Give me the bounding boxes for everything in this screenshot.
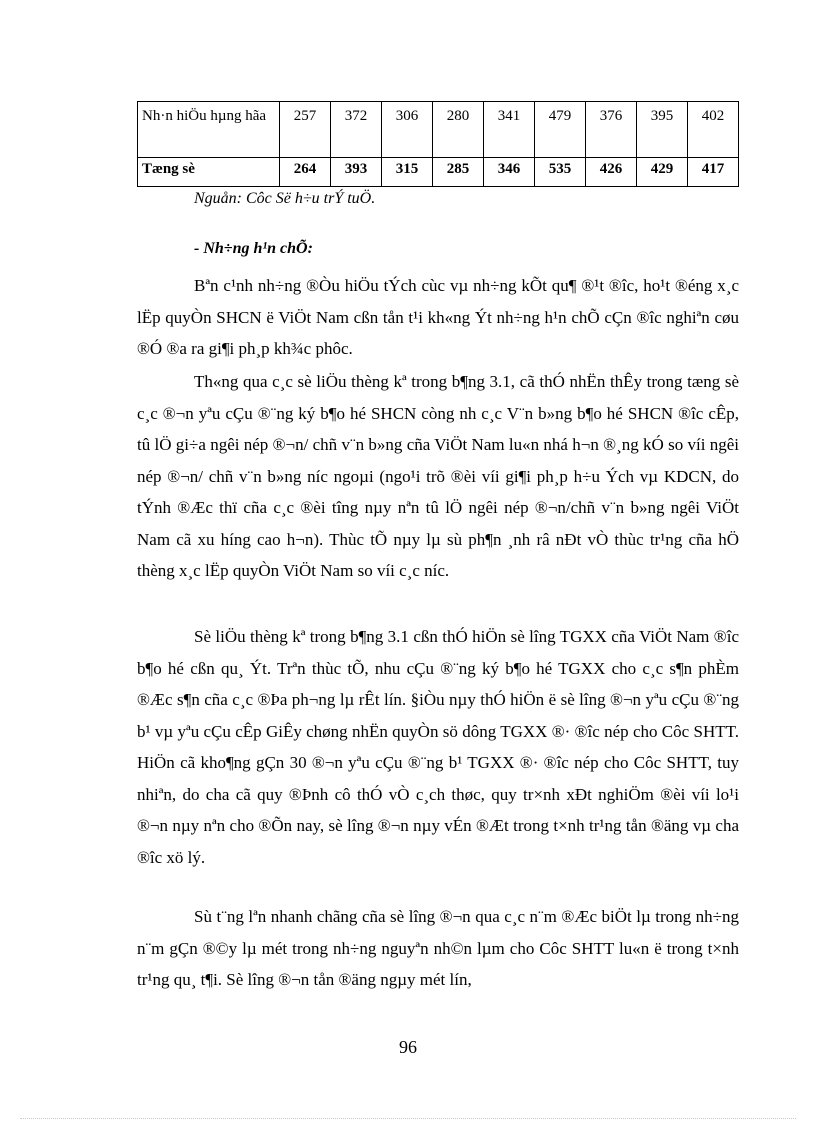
table-cell: 372 [331,102,382,158]
table-cell: 429 [637,158,688,187]
table-row [138,102,739,158]
table-cell: 346 [484,158,535,187]
table-cell: 341 [484,102,535,158]
paragraph: Sè liÖu thèng kª trong b¶ng 3.1 cßn thÓ hiÖn sè lîng TGXX cña ViÖt Nam ®îc b¶o hé cßn qu¸ Ýt. Trªn thùc tÕ, nhu cÇu ®¨ng ký b¶o hé TGXX cho c¸c s¶n phÈm ®Æc s¶n cña c¸c ®Þa ph¬ng lµ rÊt lín. §iÒu nµy thÓ hiÖn ë sè lîng ®¬n yªu cÇu ®¨ng b¹ vµ yªu cÇu cÊp GiÊy chøng nhËn quyÒn sö dông TGXX ®· ®îc nép cho Côc SHTT. HiÖn cã kho¶ng gÇn 30 ®¬n yªu cÇu ®¨ng b¹ TGXX ®· ®îc nép cho Côc SHTT, tuy nhiªn, do cha cã quy ®Þnh cô thÓ vÒ c¸ch thøc, quy tr×nh xÐt nghiÖm ®èi víi lo¹i ®¬n nµy nªn cho ®Õn nay, sè lîng ®¬n nµy vÉn ®Æt trong t×nh tr¹ng tån ®äng vµ cha ®îc xö lý. [137,627,739,867]
paragraph: Th«ng qua c¸c sè liÖu thèng kª trong b¶ng 3.1, cã thÓ nhËn thÊy trong tæng sè c¸c ®¬n yªu cÇu ®¨ng ký b¶o hé SHCN còng nh c¸c V¨n b»ng b¶o hé SHCN ®îc cÊp, tû lÖ gi÷a ngêi nép ®¬n/ chñ v¨n b»ng cña ViÖt Nam lu«n nhá h¬n ®¸ng kÓ so víi ngêi nép ®¬n/ chñ v¨n b»ng níc ngoµi (ngo¹i trõ ®èi víi gi¶i ph¸p h÷u Ých vµ KDCN, do tÝnh ®Æc thï cña c¸c ®èi tîng nµy nªn tû lÖ ngêi nép ®¬n/chñ v¨n b»ng ngêi ViÖt Nam cã xu híng cao h¬n). Thùc tÕ nµy lµ sù ph¶n ¸nh râ nÐt vÒ thùc tr¹ng cña hÖ thèng x¸c lËp quyÒn ViÖt Nam so víi c¸c níc. [137,372,739,580]
table-cell: 376 [586,102,637,158]
table-cell: 417 [688,158,739,187]
paragraph: Sù t¨ng lªn nhanh chãng cña sè lîng ®¬n qua c¸c n¨m ®Æc biÖt lµ trong nh÷ng n¨m gÇn ®©y lµ mét trong nh÷ng nguyªn nh©n lµm cho Côc SHTT lu«n ë trong t×nh tr¹ng qu¸ t¶i. Sè lîng ®¬n tån ®äng ngµy mét lín, [137,907,739,989]
table-cell: 315 [382,158,433,187]
page-edge-divider [20,1118,796,1119]
row-label: Nh·n hiÖu hµng hãa [138,102,280,158]
section-subheading: - Nh÷ng h¹n chÕ: [194,240,313,257]
table-cell: 257 [280,102,331,158]
table-cell: 395 [637,102,688,158]
row-label: Tæng sè [138,158,280,187]
table-cell: 479 [535,102,586,158]
table-cell: 426 [586,158,637,187]
table-cell: 535 [535,158,586,187]
table-cell: 280 [433,102,484,158]
table-row-total [138,158,739,187]
table-cell: 402 [688,102,739,158]
page-number: 96 [399,1037,417,1057]
table-cell: 285 [433,158,484,187]
paragraph: Bªn c¹nh nh÷ng ®Òu hiÖu tÝch cùc vµ nh÷ng kÕt qu¶ ®¹t ®îc, ho¹t ®éng x¸c lËp quyÒn SHCN ë ViÖt Nam cßn tån t¹i kh«ng Ýt nh÷ng h¹n chÕ cÇn ®îc nghiªn cøu ®Ó ®a ra gi¶i ph¸p kh¾c phôc. [137,276,739,358]
statistics-table [137,101,739,187]
table-cell: 393 [331,158,382,187]
table-source-note: Nguån: Côc Së h÷u trÝ tuÖ. [194,190,376,207]
table-cell: 264 [280,158,331,187]
table-cell: 306 [382,102,433,158]
